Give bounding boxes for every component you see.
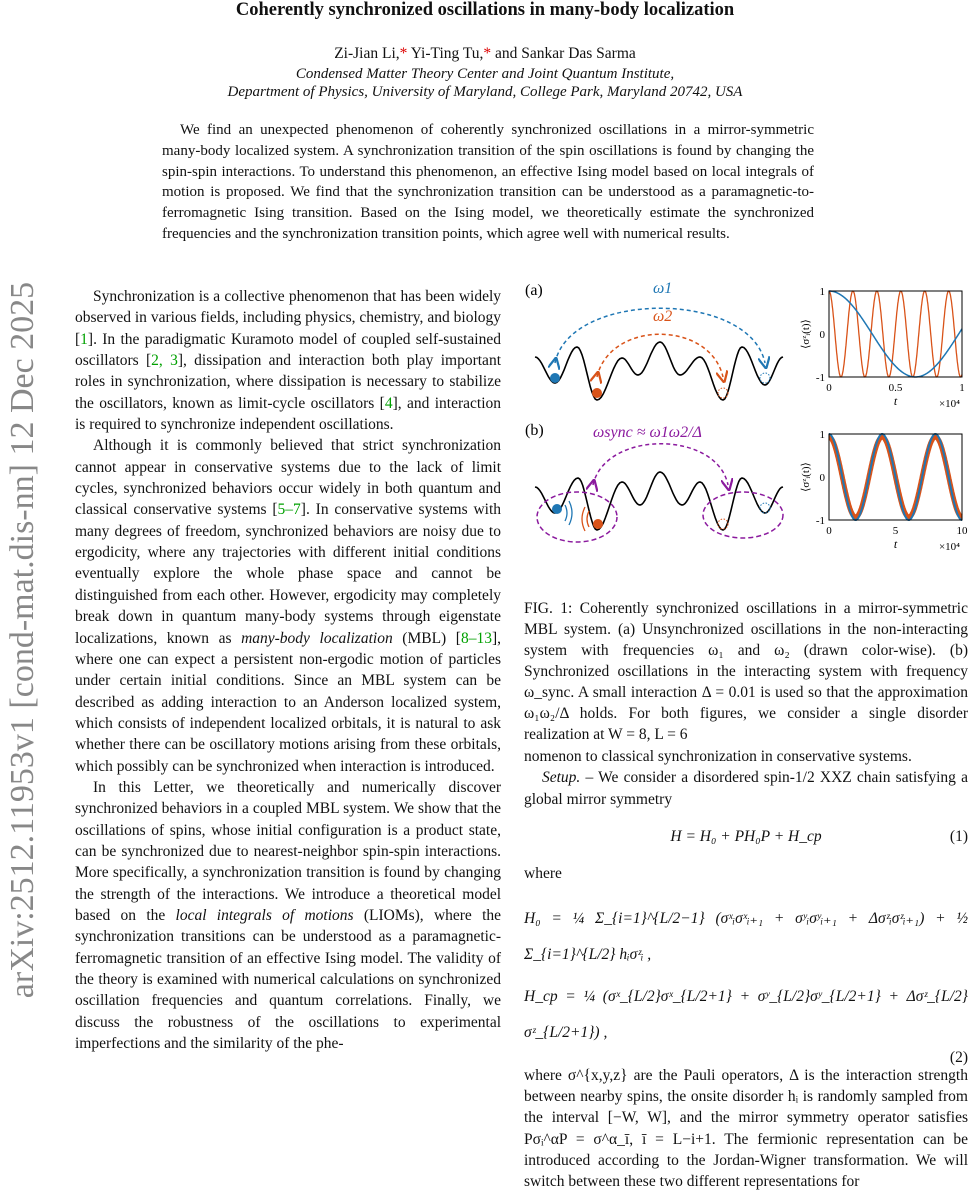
- omega-sync-label: ωsync ≈ ω1ω2/Δ: [593, 424, 702, 441]
- y-tick-label: 1: [819, 429, 825, 441]
- orange-particle-b: [593, 519, 603, 529]
- x-tick-label: 0: [826, 525, 832, 537]
- x-scale-label: ×10⁴: [938, 398, 960, 410]
- text-run: (MBL) [: [392, 629, 461, 647]
- text-run: ], dissipation and interaction both play important roles in synchronization, where dissipation is necessary to stabilize the oscillators, known as limit-cycle oscillators [: [75, 352, 501, 412]
- x-tick-label: 10: [956, 525, 968, 537]
- author-2-mark[interactable]: *: [483, 45, 492, 62]
- citation-link[interactable]: 4: [384, 394, 393, 412]
- plot-a: [800, 286, 965, 410]
- paragraph: [75, 286, 501, 435]
- omega2-arrow: [597, 334, 723, 377]
- left-column: [75, 286, 501, 1054]
- author-1-mark[interactable]: *: [399, 45, 408, 62]
- equation-2-number: (2): [949, 1048, 968, 1066]
- citation-link[interactable]: 5–7: [277, 501, 301, 519]
- x-axis-label: t: [893, 394, 898, 408]
- where-text: where: [524, 865, 562, 883]
- orange-series: [829, 291, 962, 377]
- equation-2b: H_cp = ¼ (σˣ_{L/2}σˣ_{L/2+1} + σʸ_{L/2}σʸ_{L/2+1} + Δσᶻ_{L/2}σᶻ_{L/2+1}) ,: [524, 987, 968, 1041]
- y-tick-label: 0: [819, 329, 825, 341]
- x-tick-label: 0.5: [888, 382, 903, 394]
- abstract: We find an unexpected phenomenon of coherently synchronized oscillations in a mirror-symmetric many-body localized system. A synchronization transition of the spin oscillations is found by changing the spin-spin interactions. To understand this phenomenon, an effective Ising model based on local integrals of motion is proposed. We find that the synchronization transition can be understood as a paramagnetic-to-ferromagnetic Ising transition. Based on the Ising model, we theoretically estimate the synchronized frequencies and the synchronization transition points, which agree well with numerical results.: [162, 122, 814, 242]
- arxiv-stamp: [0, 0, 46, 1200]
- blue-series: [829, 434, 962, 520]
- citation-link[interactable]: 2, 3: [151, 352, 178, 370]
- potential-landscape-b: [535, 472, 783, 530]
- omega2-label: ω2: [653, 308, 673, 325]
- emphasis-text: many-body localization: [241, 629, 393, 647]
- text-run: ]. In conservative systems with many degrees of freedom, synchronized behaviors are noisy due to ergodicity, where any trajectories with different initial conditions eventually explore the whole phase space and cannot be distinguished from each other. However, ergodicity may completely break down in quantum many-body systems through eigenstate localizations, known as: [75, 501, 502, 647]
- equation-1: [524, 826, 968, 847]
- blue-particle-b: [552, 504, 562, 514]
- x-scale-label: ×10⁴: [938, 541, 960, 553]
- paragraph: [75, 435, 501, 777]
- text-run: ]. In the paradigmatic Kuramoto model of coupled self-sustained oscillators [: [75, 330, 501, 370]
- omega1-label: ω1: [653, 280, 673, 297]
- panel-a-label: (a): [525, 282, 543, 299]
- x-axis-label: t: [893, 537, 898, 551]
- y-tick-label: -1: [815, 515, 825, 527]
- y-axis-label: ⟨σᶻᵢ(t)⟩: [800, 462, 812, 492]
- author-2: Yi-Ting Tu,: [410, 45, 484, 62]
- equation-1-number: (1): [949, 828, 968, 846]
- x-tick-label: 0: [826, 382, 832, 394]
- plot-b: [800, 429, 968, 553]
- blue-particle: [550, 373, 560, 383]
- author-3: and Sankar Das Sarma: [495, 45, 636, 62]
- setup-heading: Setup.: [542, 769, 581, 787]
- emphasis-text: local integrals of motions: [175, 906, 354, 924]
- orange-particle: [592, 388, 602, 398]
- paragraph: [75, 777, 501, 1054]
- potential-landscape-a: [535, 342, 783, 400]
- author-1: Zi-Jian Li,: [334, 45, 400, 62]
- x-tick-label: 5: [892, 525, 899, 537]
- equation-2a: H₀ = ¼ Σ_{i=1}^{L/2−1} (σˣᵢσˣᵢ₊₁ + σʸᵢσʸᵢ₊₁ + Δσᶻᵢσᶻᵢ₊₁) + ½ Σ_{i=1}^{L/2} hᵢσᶻᵢ ,: [524, 909, 968, 963]
- citation-link[interactable]: 1: [80, 330, 88, 348]
- final-paragraph: where σ^{x,y,z} are the Pauli operators, Δ is the interaction strength between nearby spins, the onsite disorder hᵢ is randomly sampled from the interval [−W, W], and the mirror symmetry operator satisfies Pσᵢ^αP = σ^α_ī, ī = L−i+1. The fermionic representation can be introduced according to the Jordan-Wigner transformation. We will switch between these two different representations for: [524, 1066, 968, 1191]
- y-axis-label: ⟨σᶻᵢ(t)⟩: [800, 319, 812, 349]
- affiliation-line-1: Condensed Matter Theory Center and Joint Quantum Institute,: [295, 66, 675, 82]
- y-tick-label: -1: [815, 372, 825, 384]
- text-run: ], and interaction is required to synchronize independent oscillations.: [75, 394, 501, 434]
- paper-title: Coherently synchronized oscillations in many-body localization: [235, 0, 735, 20]
- setup-paragraph: [524, 767, 968, 810]
- citation-link[interactable]: 8–13: [460, 629, 492, 647]
- text-run: (LIOMs), where the synchronization transitions can be understood as a paramagnetic-ferromagnetic transition of an effective Ising model. The validity of the theory is examined with numerical calculations on synchronized oscillation frequencies and quantum correlations. Finally, we discuss the robustness of the oscillations to experimental imperfections and the similarity of the phe-: [75, 906, 502, 1053]
- arxiv-stamp-text: arXiv:2512.11953v1 [cond-mat.dis-nn] 12 Dec 2025: [4, 281, 41, 999]
- text-run: In this Letter, we theoretically and numerically discover synchronized behaviors in a coupled MBL system. We show that the oscillations of spins, whose initial configuration is a product state, can be synchronized due to nearest-neighbor spin-spin interactions. More specifically, a synchronization transition is found by changing the strength of the interactions. We introduce a theoretical model based on the: [75, 778, 501, 924]
- sync-arrow: [593, 444, 728, 485]
- setup-text: – We consider a disordered spin-1/2 XXZ chain satisfying a global mirror symmetry: [524, 769, 968, 808]
- figure-caption: FIG. 1: Coherently synchronized oscillations in a mirror-symmetric MBL system. (a) Unsynchronized oscillations in the non-interacting system with frequencies ω₁ and ω₂ (drawn color-wise). (b) Synchronized oscillations in the interacting system with frequency ω_sync. A small interaction Δ = 0.01 is used so that the approximation ω₁ω₂/Δ holds. For both figures, we consider a single disorder realization at W = 8, L = 6: [524, 600, 968, 743]
- text-run: ], where one can expect a persistent non-ergodic motion of particles under certain initial conditions. Since an MBL system can be described as adding interaction to an Anderson localized system, which consists of independent localized orbitals, it is natural to ask whether there can be oscillatory motions arising from these orbitals, which possibly can be synchronized when interaction is introduced.: [75, 629, 501, 775]
- y-tick-label: 0: [819, 472, 825, 484]
- x-tick-label: 1: [959, 382, 965, 394]
- equation-1-body: H = H₀ + PH₀P + H_cp: [670, 828, 822, 846]
- panel-b-label: (b): [525, 422, 544, 439]
- text-run: Although it is commonly believed that strict synchronization cannot appear in conservative systems due to the lack of limit cycles, synchronized behaviors occur widely in both quantum and classical conservative systems [: [75, 437, 501, 519]
- interaction-waves: [565, 501, 589, 531]
- authors: [0, 45, 970, 63]
- affiliation-line-2: Department of Physics, University of Maryland, College Park, Maryland 20742, USA: [227, 84, 743, 100]
- y-tick-label: 1: [819, 286, 825, 298]
- text-run: Synchronization is a collective phenomenon that has been widely observed in various fields, including physics, chemistry, and biology [: [75, 288, 501, 348]
- figure-1: [525, 275, 970, 585]
- right-column: [524, 746, 968, 1193]
- paragraph-continuation: nomenon to classical synchronization in conservative systems.: [524, 748, 912, 765]
